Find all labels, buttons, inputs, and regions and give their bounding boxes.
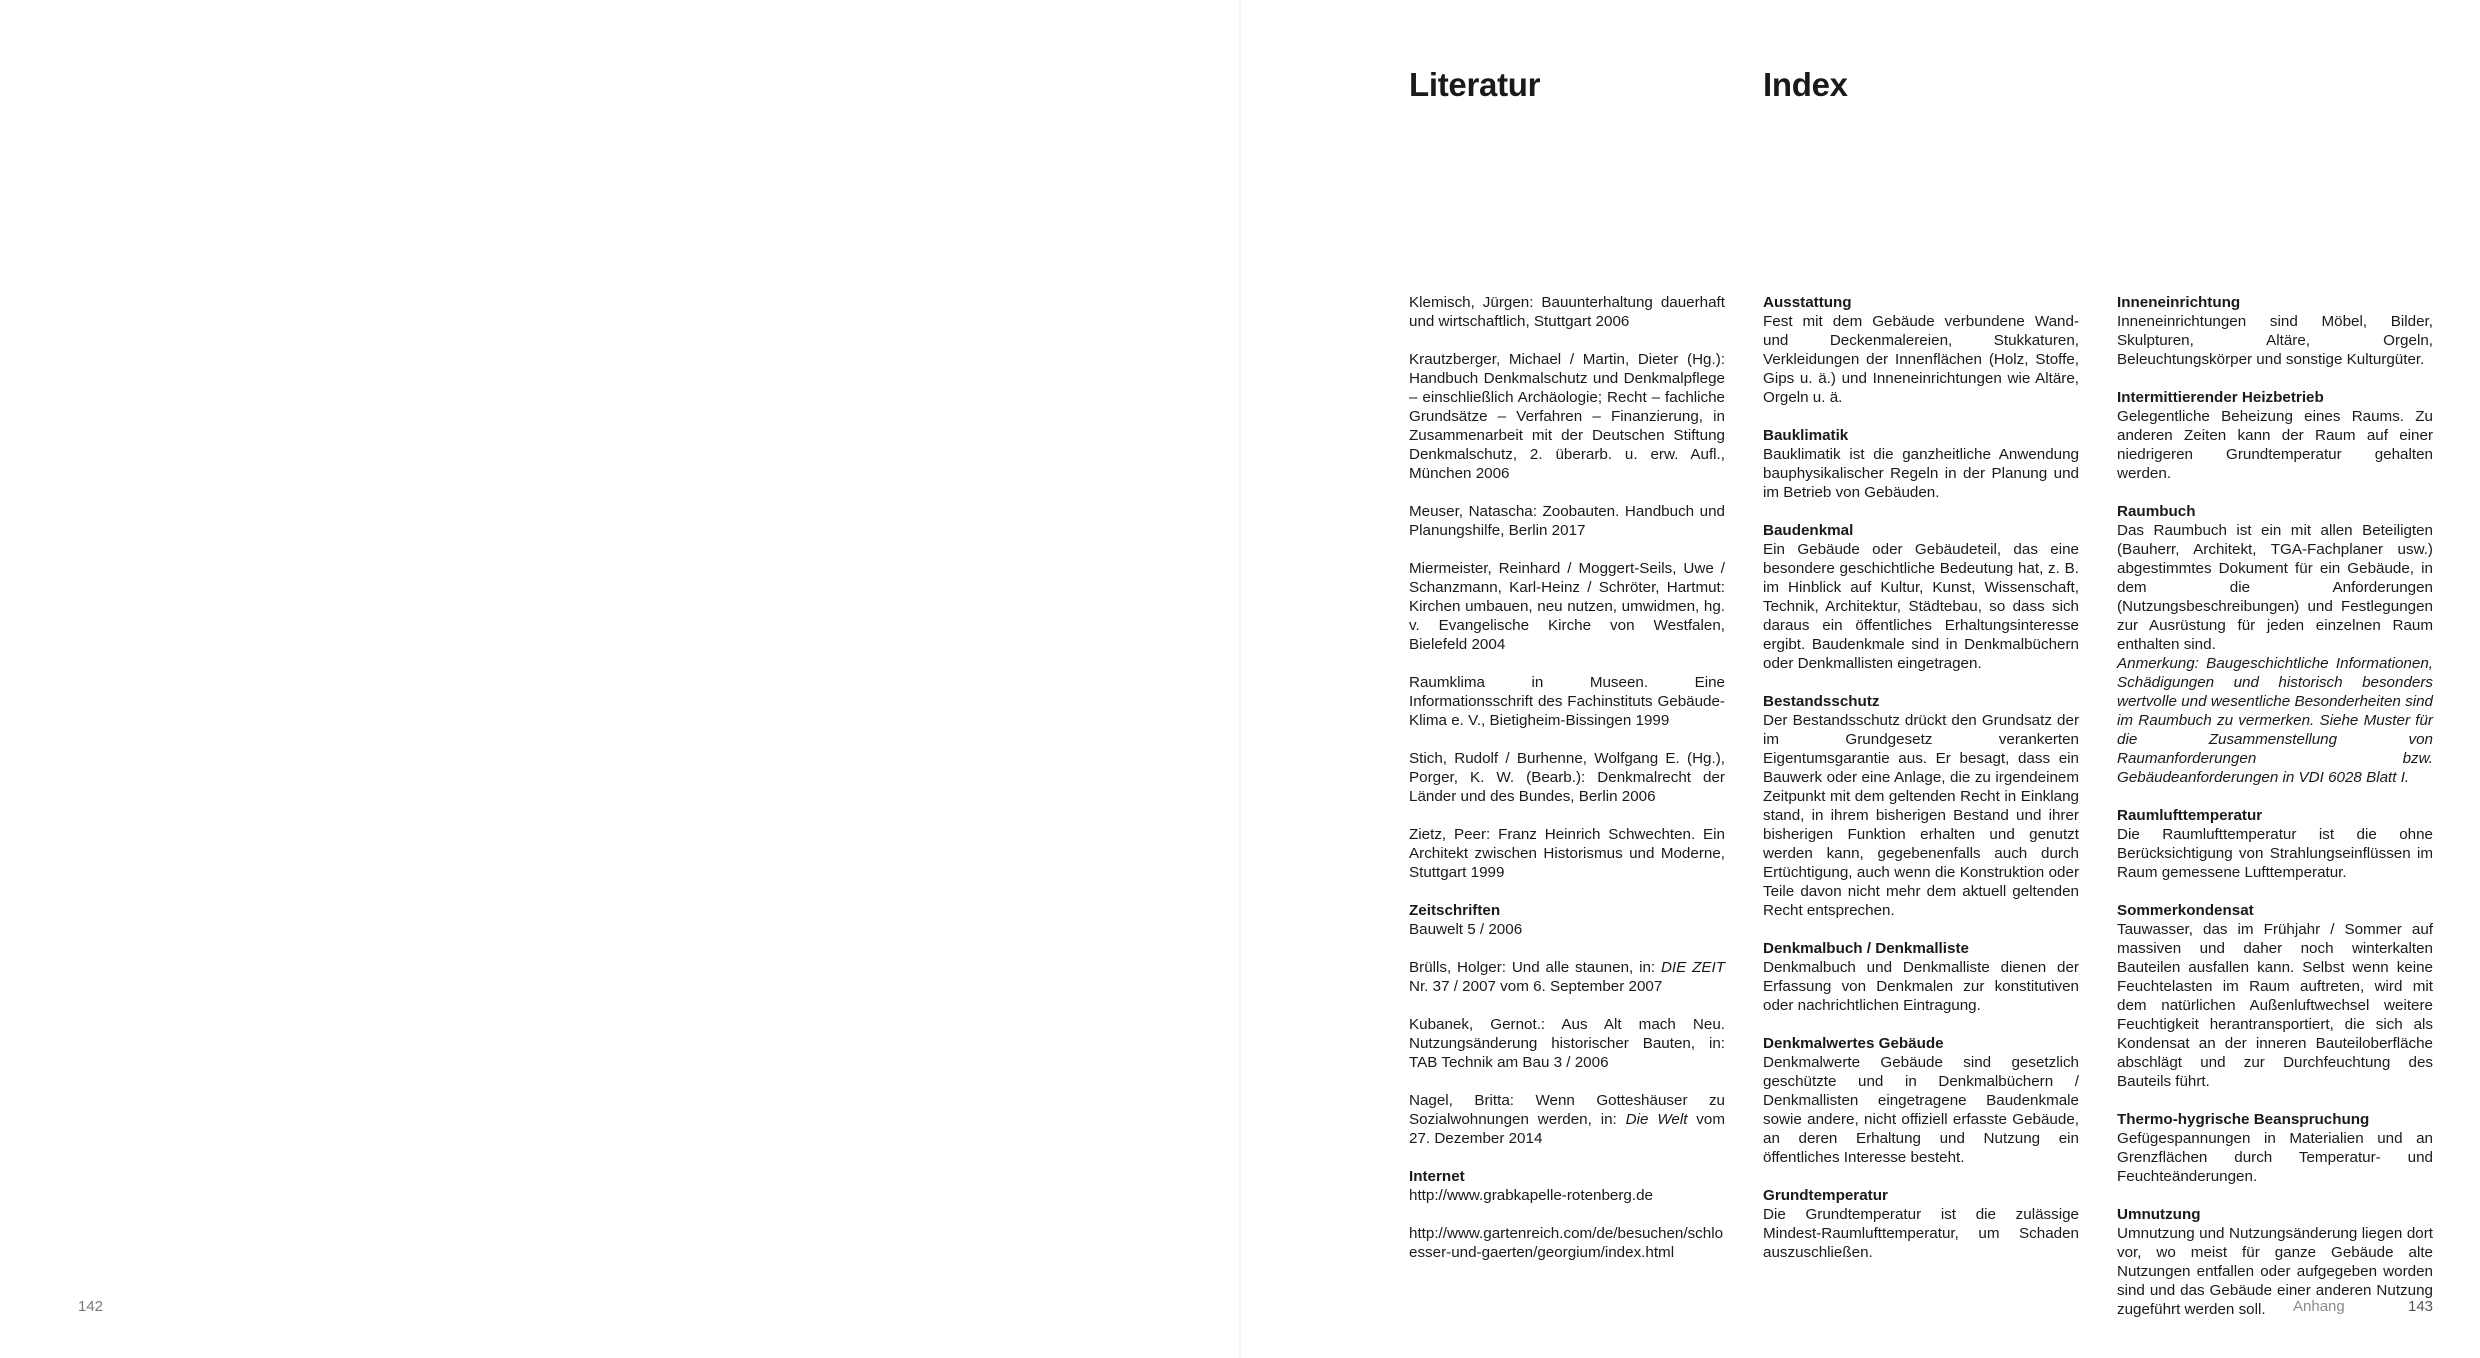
index-entry xyxy=(1763,426,2079,502)
index-entry xyxy=(2117,502,2433,787)
zeitschriften-heading: Zeitschriften xyxy=(1409,902,1501,919)
internet-heading: Internet xyxy=(1409,1168,1465,1185)
index-definition: Gelegentliche Beheizung eines Raums. Zu anderen Zeiten kann der Raum auf einer niedrigeren Grundtemperatur gehalten werden. xyxy=(2117,408,2433,482)
internet-block xyxy=(1409,1167,1725,1205)
index-term: Grundtemperatur xyxy=(1763,1187,1888,1204)
index-definition: Das Raumbuch ist ein mit allen Beteiligten (Bauherr, Architekt, TGA-Fachplaner usw.) abgestimmtes Dokument für ein Gebäude, in dem die Anforderungen (Nutzungsbeschreibungen) und Festlegungen zur Ausrüstung für jeden einzelnen Raum enthalten sind. xyxy=(2117,522,2433,653)
zeitschriften-block xyxy=(1409,901,1725,939)
publication-title: DIE ZEIT xyxy=(1660,959,1725,976)
index-definition: Ein Gebäude oder Gebäudeteil, das eine besondere geschichtliche Bedeutung hat, z. B. im Hinblick auf Kultur, Kunst, Wissenschaft, Technik, Architektur, Städtebau, so dass sich daraus ein öffentliches Erhaltungsinteresse ergibt. Baudenkmale sind in Denkmalbüchern oder Denkmallisten eingetragen. xyxy=(1763,541,2079,672)
index-term: Baudenkmal xyxy=(1763,522,1854,539)
literatur-column xyxy=(1409,293,1725,1281)
index-term: Bestandsschutz xyxy=(1763,693,1880,710)
page-number-left: 142 xyxy=(78,1298,104,1315)
reference-entry: Raumklima in Museen. Eine Informationsschrift des Fachinstituts Gebäude-Klima e. V., Bietigheim-Bissingen 1999 xyxy=(1409,674,1725,729)
index-entry xyxy=(2117,293,2433,369)
index-definition: Die Raumlufttemperatur ist die ohne Berücksichtigung von Strahlungseinflüssen im Raum gemessene Lufttemperatur. xyxy=(2117,826,2433,881)
reference-entry: Klemisch, Jürgen: Bauunterhaltung dauerhaft und wirtschaftlich, Stuttgart 2006 xyxy=(1409,294,1725,330)
reference-entry: Bauwelt 5 / 2006 xyxy=(1409,921,1523,938)
web-link[interactable]: http://www.gartenreich.com/de/besuchen/schloesser-und-gaerten/georgium/index.html xyxy=(1409,1225,1724,1261)
index-term: Thermo-hygrische Beanspruchung xyxy=(2117,1111,2370,1128)
index-term: Denkmalwertes Gebäude xyxy=(1763,1035,1944,1052)
index-entry xyxy=(1763,1186,2079,1262)
index-heading: Index xyxy=(1763,66,1848,103)
page-number-right: 143 xyxy=(2408,1298,2434,1315)
index-entry xyxy=(1763,293,2079,407)
web-link[interactable]: http://www.grabkapelle-rotenberg.de xyxy=(1409,1187,1653,1204)
reference-entry: Miermeister, Reinhard / Moggert-Seils, Uwe / Schanzmann, Karl-Heinz / Schröter, Hartmut: Kirchen umbauen, neu nutzen, umwidmen, hg. v. Evangelische Kirche von Westfalen, Bielefeld 2004 xyxy=(1409,560,1725,653)
index-entry xyxy=(1763,939,2079,1015)
index-column-1 xyxy=(1763,293,2079,1281)
index-term: Umnutzung xyxy=(2117,1206,2201,1223)
index-term: Raumlufttemperatur xyxy=(2117,807,2263,824)
index-term: Intermittierender Heizbetrieb xyxy=(2117,389,2324,406)
index-entry xyxy=(2117,1205,2433,1319)
index-term: Denkmalbuch / Denkmalliste xyxy=(1763,940,1969,957)
reference-entry: Meuser, Natascha: Zoobauten. Handbuch und Planungshilfe, Berlin 2017 xyxy=(1409,503,1725,539)
reference-text: vom 27. Dezember 2014 xyxy=(1409,1111,1725,1147)
index-definition: Tauwasser, das im Frühjahr / Sommer auf massiven und daher noch winterkalten Bauteilen ausfallen kann. Selbst wenn keine Feuchtelasten im Raum auftreten, wird mit dem natürlichen Außenluftwechsel weitere Feuchtigkeit herantransportiert, die sich als Kondensat an der inneren Bauteiloberfläche abschlägt und zur Durchfeuchtung des Bauteils führt. xyxy=(2117,921,2433,1090)
index-entry xyxy=(2117,806,2433,882)
reference-entry xyxy=(1409,1091,1725,1148)
reference-text: Nagel, Britta: Wenn Gotteshäuser zu Sozialwohnungen werden, in: xyxy=(1409,1092,1725,1128)
index-entry xyxy=(1763,692,2079,920)
reference-entry: Zietz, Peer: Franz Heinrich Schwechten. Ein Architekt zwischen Historismus und Moderne, Stuttgart 1999 xyxy=(1409,826,1725,881)
reference-entry: Kubanek, Gernot.: Aus Alt mach Neu. Nutzungsänderung historischer Bauten, in: TAB Technik am Bau 3 / 2006 xyxy=(1409,1016,1725,1071)
index-entry xyxy=(2117,901,2433,1091)
index-column-2 xyxy=(2117,293,2433,1338)
index-entry xyxy=(2117,388,2433,483)
index-entry xyxy=(1763,1034,2079,1167)
index-term: Inneneinrichtung xyxy=(2117,294,2241,311)
reference-entry: Stich, Rudolf / Burhenne, Wolfgang E. (Hg.), Porger, K. W. (Bearb.): Denkmalrecht der Länder und des Bundes, Berlin 2006 xyxy=(1409,750,1725,805)
index-definition: Denkmalwerte Gebäude sind gesetzlich geschützte und in Denkmalbüchern / Denkmallisten eingetragene Baudenkmale sowie andere, nicht offiziell erfasste Gebäude, an deren Erhaltung und Nutzung ein öffentliches Interesse besteht. xyxy=(1763,1054,2079,1166)
index-definition: Fest mit dem Gebäude verbundene Wand- und Deckenmalereien, Stukkaturen, Verkleidungen der Innenflächen (Holz, Stoffe, Gips u. ä.) und Inneneinrichtungen wie Altäre, Orgeln u. ä. xyxy=(1763,313,2079,406)
index-term: Raumbuch xyxy=(2117,503,2196,520)
section-label: Anhang xyxy=(2293,1298,2345,1315)
index-definition: Die Grundtemperatur ist die zulässige Mindest-Raumlufttemperatur, um Schaden auszuschließen. xyxy=(1763,1206,2079,1261)
index-definition: Denkmalbuch und Denkmalliste dienen der Erfassung von Denkmalen zur konstitutiven oder nachrichtlichen Eintragung. xyxy=(1763,959,2079,1014)
reference-text: Nr. 37 / 2007 vom 6. September 2007 xyxy=(1409,978,1663,995)
index-definition: Bauklimatik ist die ganzheitliche Anwendung bauphysikalischer Regeln in der Planung und im Betrieb von Gebäuden. xyxy=(1763,446,2079,501)
index-definition: Umnutzung und Nutzungsänderung liegen dort vor, wo meist für ganze Gebäude alte Nutzungen entfallen oder aufgegeben worden sind und das Gebäude einer anderen Nutzung zugeführt werden soll. xyxy=(2117,1225,2433,1318)
index-term: Sommerkondensat xyxy=(2117,902,2254,919)
reference-entry: Krautzberger, Michael / Martin, Dieter (Hg.): Handbuch Denkmalschutz und Denkmalpflege – einschließlich Archäologie; Recht – fachliche Grundsätze – Verfahren – Finanzierung, in Zusammenarbeit mit der Deutschen Stiftung Denkmalschutz, 2. überarb. u. erw. Aufl., München 2006 xyxy=(1409,351,1725,482)
index-term: Ausstattung xyxy=(1763,294,1852,311)
index-entry xyxy=(2117,1110,2433,1186)
index-definition: Gefügespannungen in Materialien und an Grenzflächen durch Temperatur- und Feuchteänderungen. xyxy=(2117,1130,2433,1185)
publication-title: Die Welt xyxy=(1625,1111,1688,1128)
page-gutter xyxy=(1239,0,1241,1358)
literatur-heading: Literatur xyxy=(1409,66,1541,103)
index-definition: Inneneinrichtungen sind Möbel, Bilder, Skulpturen, Altäre, Orgeln, Beleuchtungskörper und sonstige Kulturgüter. xyxy=(2117,313,2433,368)
index-definition: Der Bestandsschutz drückt den Grundsatz der im Grundgesetz verankerten Eigentumsgarantie aus. Er besagt, dass ein Bauwerk oder eine Anlage, die zu irgendeinem Zeitpunkt mit dem geltenden Recht in Einklang stand, in ihrem bisherigen Bestand und ihrer bisherigen Funktion erhalten und genutzt werden kann, gegebenenfalls auch durch Ertüchtigung, auch wenn die Konstruktion oder Teile davon nicht mehr dem aktuell geltenden Recht entsprechen. xyxy=(1763,712,2079,919)
index-entry xyxy=(1763,521,2079,673)
reference-entry xyxy=(1409,958,1725,996)
index-note: Anmerkung: Baugeschichtliche Informationen, Schädigungen und historisch besonders wertvolle und wesentliche Besonderheiten sind im Raumbuch zu vermerken. Siehe Muster für die Zusammenstellung von Raumanforderungen bzw. Gebäudeanforderungen in VDI 6028 Blatt I. xyxy=(2117,655,2433,786)
reference-text: Brülls, Holger: Und alle staunen, in: xyxy=(1409,959,1661,976)
index-term: Bauklimatik xyxy=(1763,427,1849,444)
